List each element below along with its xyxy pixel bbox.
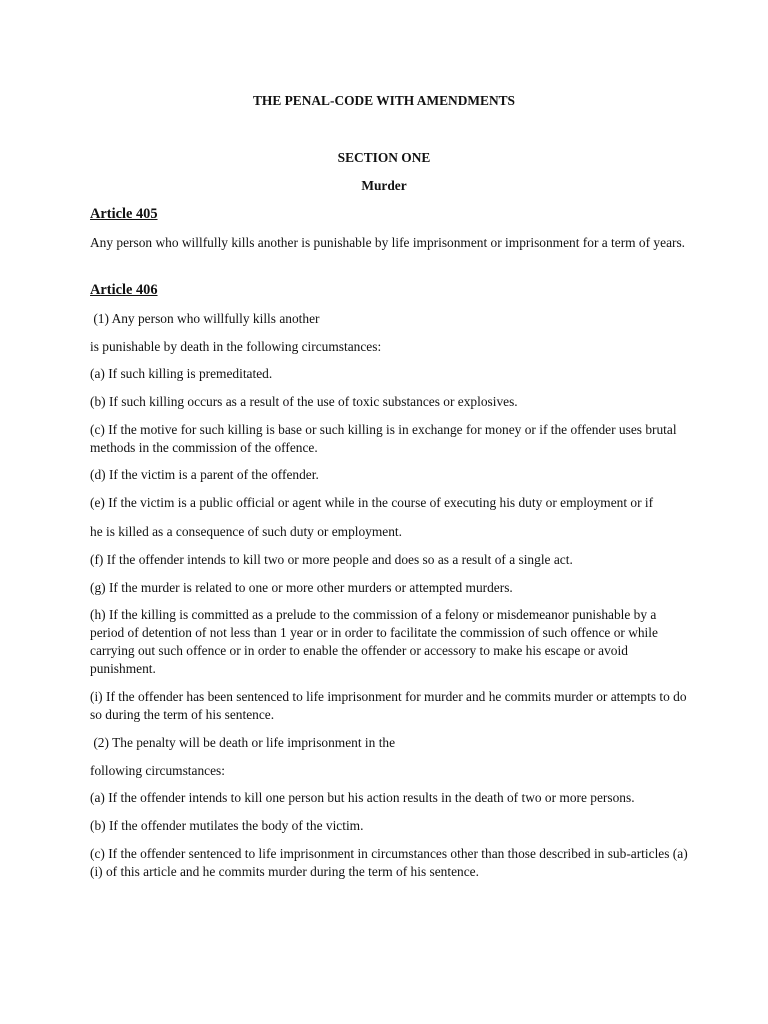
clause-b: (b) If such killing occurs as a result of the use of toxic substances or explosives. — [90, 394, 518, 409]
article-406-heading: Article 406 — [90, 282, 158, 298]
clause-e-line-2: he is killed as a consequence of such duty or employment. — [90, 524, 402, 539]
clause-f: (f) If the offender intends to kill two or more people and does so as a result of a single act. — [90, 552, 573, 567]
article-406-paragraph-1-line-2: is punishable by death in the following circumstances: — [90, 339, 382, 354]
article-405-text: Any person who willfully kills another is punishable by life imprisonment or imprisonment for a term of years. — [90, 235, 686, 250]
clause-i: (i) If the offender has been sentenced to life imprisonment for murder and he commits murder or attempts to do so during the term of his sentence. — [90, 689, 687, 722]
paragraph-2-clause-a: (a) If the offender intends to kill one person but his action results in the death of two or more persons. — [90, 790, 635, 805]
clause-g: (g) If the murder is related to one or more other murders or attempted murders. — [90, 580, 513, 595]
subsection-heading: Murder — [361, 178, 407, 193]
clause-d: (d) If the victim is a parent of the offender. — [90, 467, 319, 482]
paragraph-2-clause-c: (c) If the offender sentenced to life imprisonment in circumstances other than those described in sub-articles (a)(i) of this article and he commits murder during the term of his sentence. — [90, 846, 688, 879]
article-405-heading: Article 405 — [90, 206, 158, 222]
article-406-paragraph-2-line-1: (2) The penalty will be death or life imprisonment in the — [90, 735, 396, 750]
document-title: THE PENAL-CODE WITH AMENDMENTS — [252, 93, 516, 108]
article-406-paragraph-2-line-2: following circumstances: — [90, 763, 225, 778]
clause-e-line-1: (e) If the victim is a public official or agent while in the course of executing his duty or employment or if — [90, 495, 654, 510]
clause-a: (a) If such killing is premeditated. — [90, 366, 273, 381]
article-406-paragraph-1-line-1: (1) Any person who willfully kills another — [90, 311, 320, 326]
paragraph-2-clause-b: (b) If the offender mutilates the body of the victim. — [90, 818, 364, 833]
section-heading: SECTION ONE — [337, 150, 431, 165]
clause-h: (h) If the killing is committed as a prelude to the commission of a felony or misdemeanor punishable by a period of detention of not less than 1 year or in order to facilitate the commission of such offence or while carrying out such offence or in order to enable the offender or accessory to make his escape or avoid punishment. — [90, 607, 658, 676]
clause-c: (c) If the motive for such killing is base or such killing is in exchange for money or if the offender uses brutal methods in the commission of the offence. — [90, 422, 677, 455]
